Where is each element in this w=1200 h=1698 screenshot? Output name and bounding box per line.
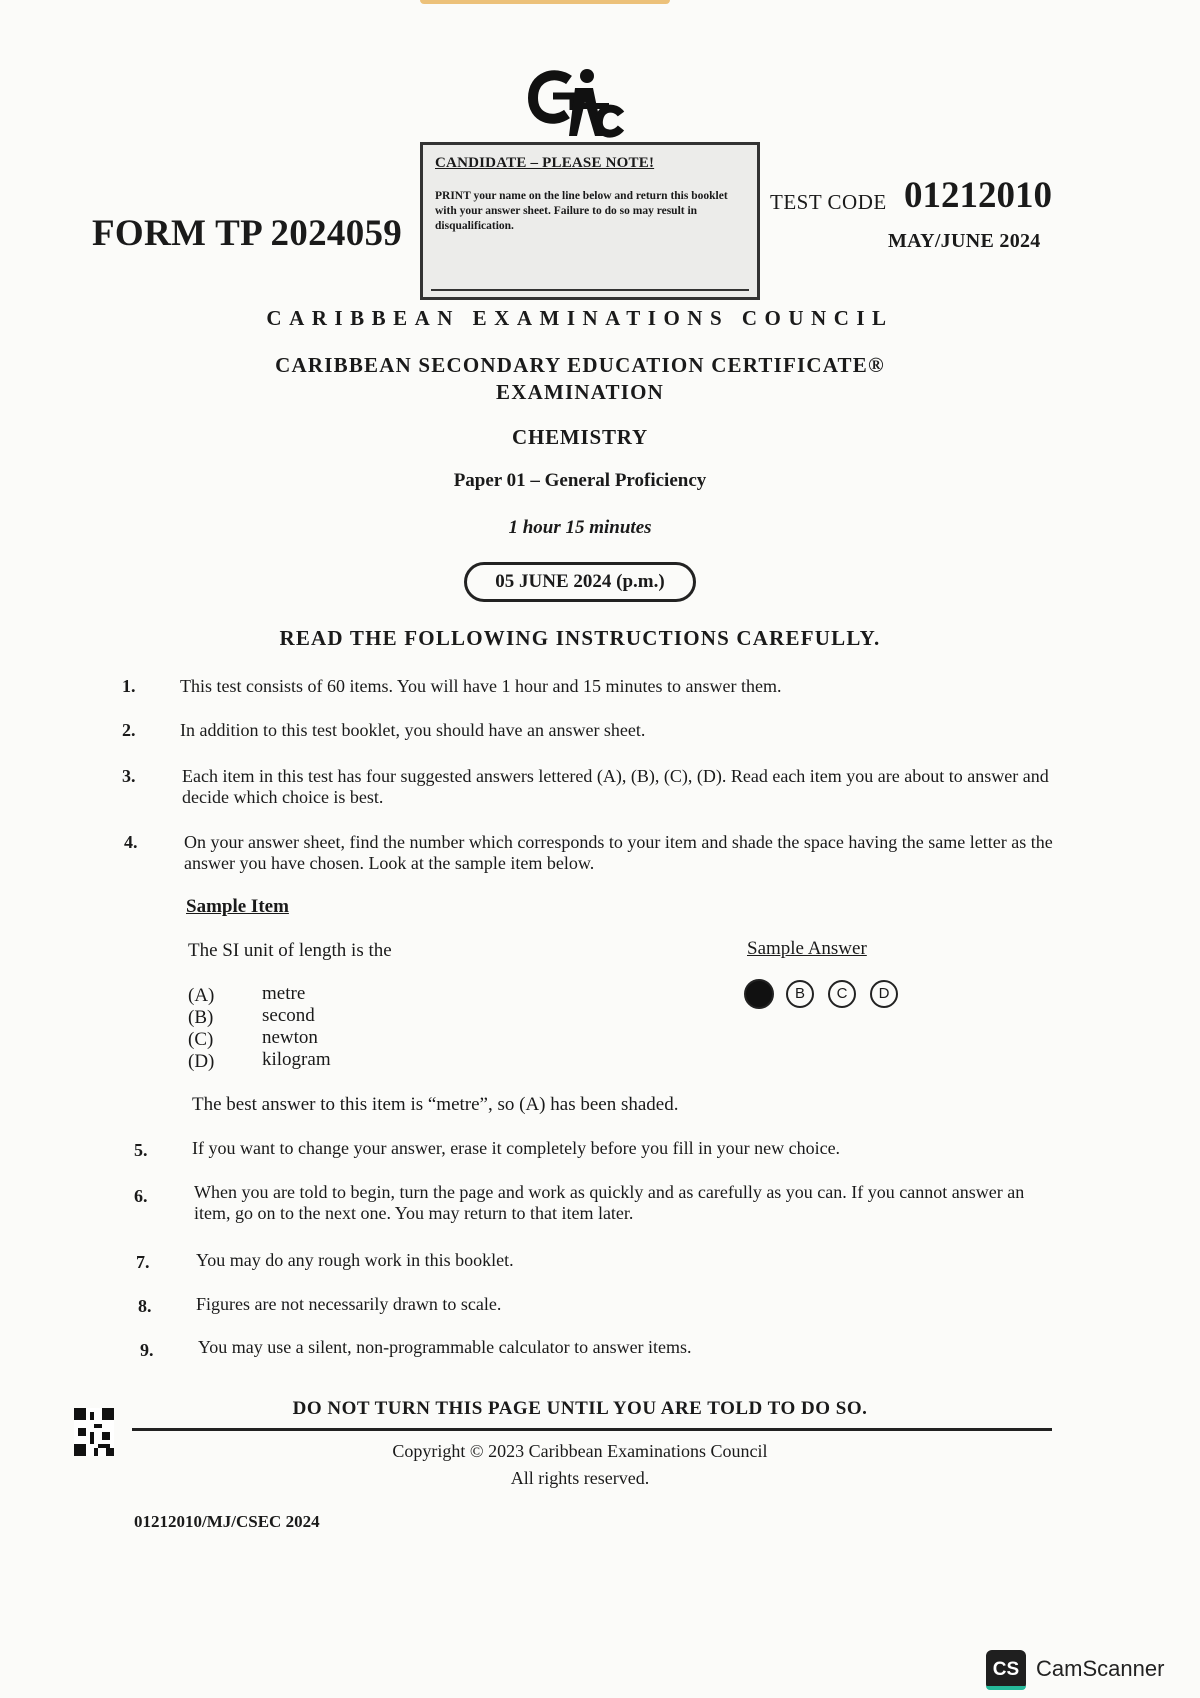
candidate-note-box xyxy=(420,142,760,300)
instruction-text: On your answer sheet, find the number which corresponds to your item and shade the space having the same letter as the answer you have chosen. Look at the sample item below. xyxy=(184,832,1053,873)
option-text: metre xyxy=(262,983,306,1004)
paper-code-footer: 01212010/MJ/CSEC 2024 xyxy=(134,1512,320,1531)
do-not-turn-notice: DO NOT TURN THIS PAGE UNTIL YOU ARE TOLD TO DO SO. xyxy=(292,1398,868,1419)
camscanner-text: CamScanner xyxy=(1036,1656,1165,1681)
instruction-text: You may do any rough work in this booklet. xyxy=(196,1250,514,1270)
instruction-number: 9. xyxy=(140,1340,154,1360)
instruction-text: If you want to change your answer, erase it completely before you fill in your new choice. xyxy=(192,1138,841,1158)
option-text: second xyxy=(262,1005,315,1026)
form-number: FORM TP 2024059 xyxy=(92,213,403,254)
instruction-number: 5. xyxy=(134,1140,148,1160)
exam-session: MAY/JUNE 2024 xyxy=(888,230,1041,252)
instruction-number: 2. xyxy=(122,720,136,740)
camscanner-logo-icon: CS xyxy=(986,1650,1026,1690)
instruction-number: 4. xyxy=(124,832,138,852)
instruction-text: In addition to this test booklet, you should have an answer sheet. xyxy=(180,720,646,740)
instruction-number: 8. xyxy=(138,1296,152,1316)
instruction-number: 6. xyxy=(134,1186,148,1206)
camscanner-watermark xyxy=(986,1650,1200,1690)
option-letter: (B) xyxy=(188,1007,214,1028)
instruction-text: Each item in this test has four suggested answers lettered (A), (B), (C), (D). Read each item you are about to answer and decide which choice is best. xyxy=(182,766,1049,807)
sample-answer-label: Sample Answer xyxy=(747,938,867,959)
instructions-heading: READ THE FOLLOWING INSTRUCTIONS CAREFULLY. xyxy=(279,626,881,650)
option-text: newton xyxy=(262,1027,318,1048)
instruction-text: You may use a silent, non-programmable calculator to answer items. xyxy=(198,1337,692,1357)
paper-title: Paper 01 – General Proficiency xyxy=(453,470,707,491)
option-letter: (C) xyxy=(188,1029,214,1050)
instruction-number: 1. xyxy=(122,676,136,696)
certificate-title xyxy=(0,352,1160,406)
instruction-text: Figures are not necessarily drawn to scale. xyxy=(196,1294,502,1314)
divider xyxy=(132,1428,1052,1431)
bubble-b: B xyxy=(786,980,814,1008)
bubble-d: D xyxy=(870,980,898,1008)
instruction-number: 7. xyxy=(136,1252,150,1272)
qr-code-icon xyxy=(74,1408,114,1456)
candidate-note-body: PRINT your name on the line below and return this booklet with your answer sheet. Failure to do so may result in disqualification. xyxy=(435,190,728,232)
candidate-note-title: CANDIDATE – PLEASE NOTE! xyxy=(435,155,655,171)
option-letter: (A) xyxy=(188,985,215,1006)
certificate-line-1: CARIBBEAN SECONDARY EDUCATION CERTIFICATE® xyxy=(275,353,885,377)
council-name: CARIBBEAN EXAMINATIONS COUNCIL xyxy=(266,306,894,330)
instruction-text: When you are told to begin, turn the page and work as quickly and as carefully as you can. If you cannot answer an item, go on to the next one. You may return to that item later. xyxy=(194,1182,1025,1223)
sample-answer-bubbles xyxy=(744,980,904,1012)
test-code: 01212010 xyxy=(904,175,1052,216)
subject: CHEMISTRY xyxy=(512,425,648,449)
copyright-block xyxy=(0,1438,1160,1492)
bubble-a-shaded xyxy=(744,979,774,1009)
option-text: kilogram xyxy=(262,1049,331,1070)
instruction-number: 3. xyxy=(122,766,136,786)
sample-explanation: The best answer to this item is “metre”, so (A) has been shaded. xyxy=(192,1094,679,1115)
copyright: Copyright © 2023 Caribbean Examinations Council xyxy=(392,1441,768,1461)
duration: 1 hour 15 minutes xyxy=(508,517,652,538)
scan-edge-mark xyxy=(420,0,670,4)
exam-date: 05 JUNE 2024 (p.m.) xyxy=(464,562,696,602)
cxc-logo-icon xyxy=(525,66,625,140)
instruction-text: This test consists of 60 items. You will have 1 hour and 15 minutes to answer them. xyxy=(180,676,782,696)
sample-item-stem: The SI unit of length is the xyxy=(188,940,392,961)
rights-reserved: All rights reserved. xyxy=(510,1468,650,1488)
test-code-label: TEST CODE xyxy=(770,190,887,214)
candidate-name-line[interactable] xyxy=(431,289,749,291)
certificate-line-2: EXAMINATION xyxy=(496,380,664,404)
option-letter: (D) xyxy=(188,1051,215,1072)
bubble-c: C xyxy=(828,980,856,1008)
sample-item-title: Sample Item xyxy=(186,896,289,917)
